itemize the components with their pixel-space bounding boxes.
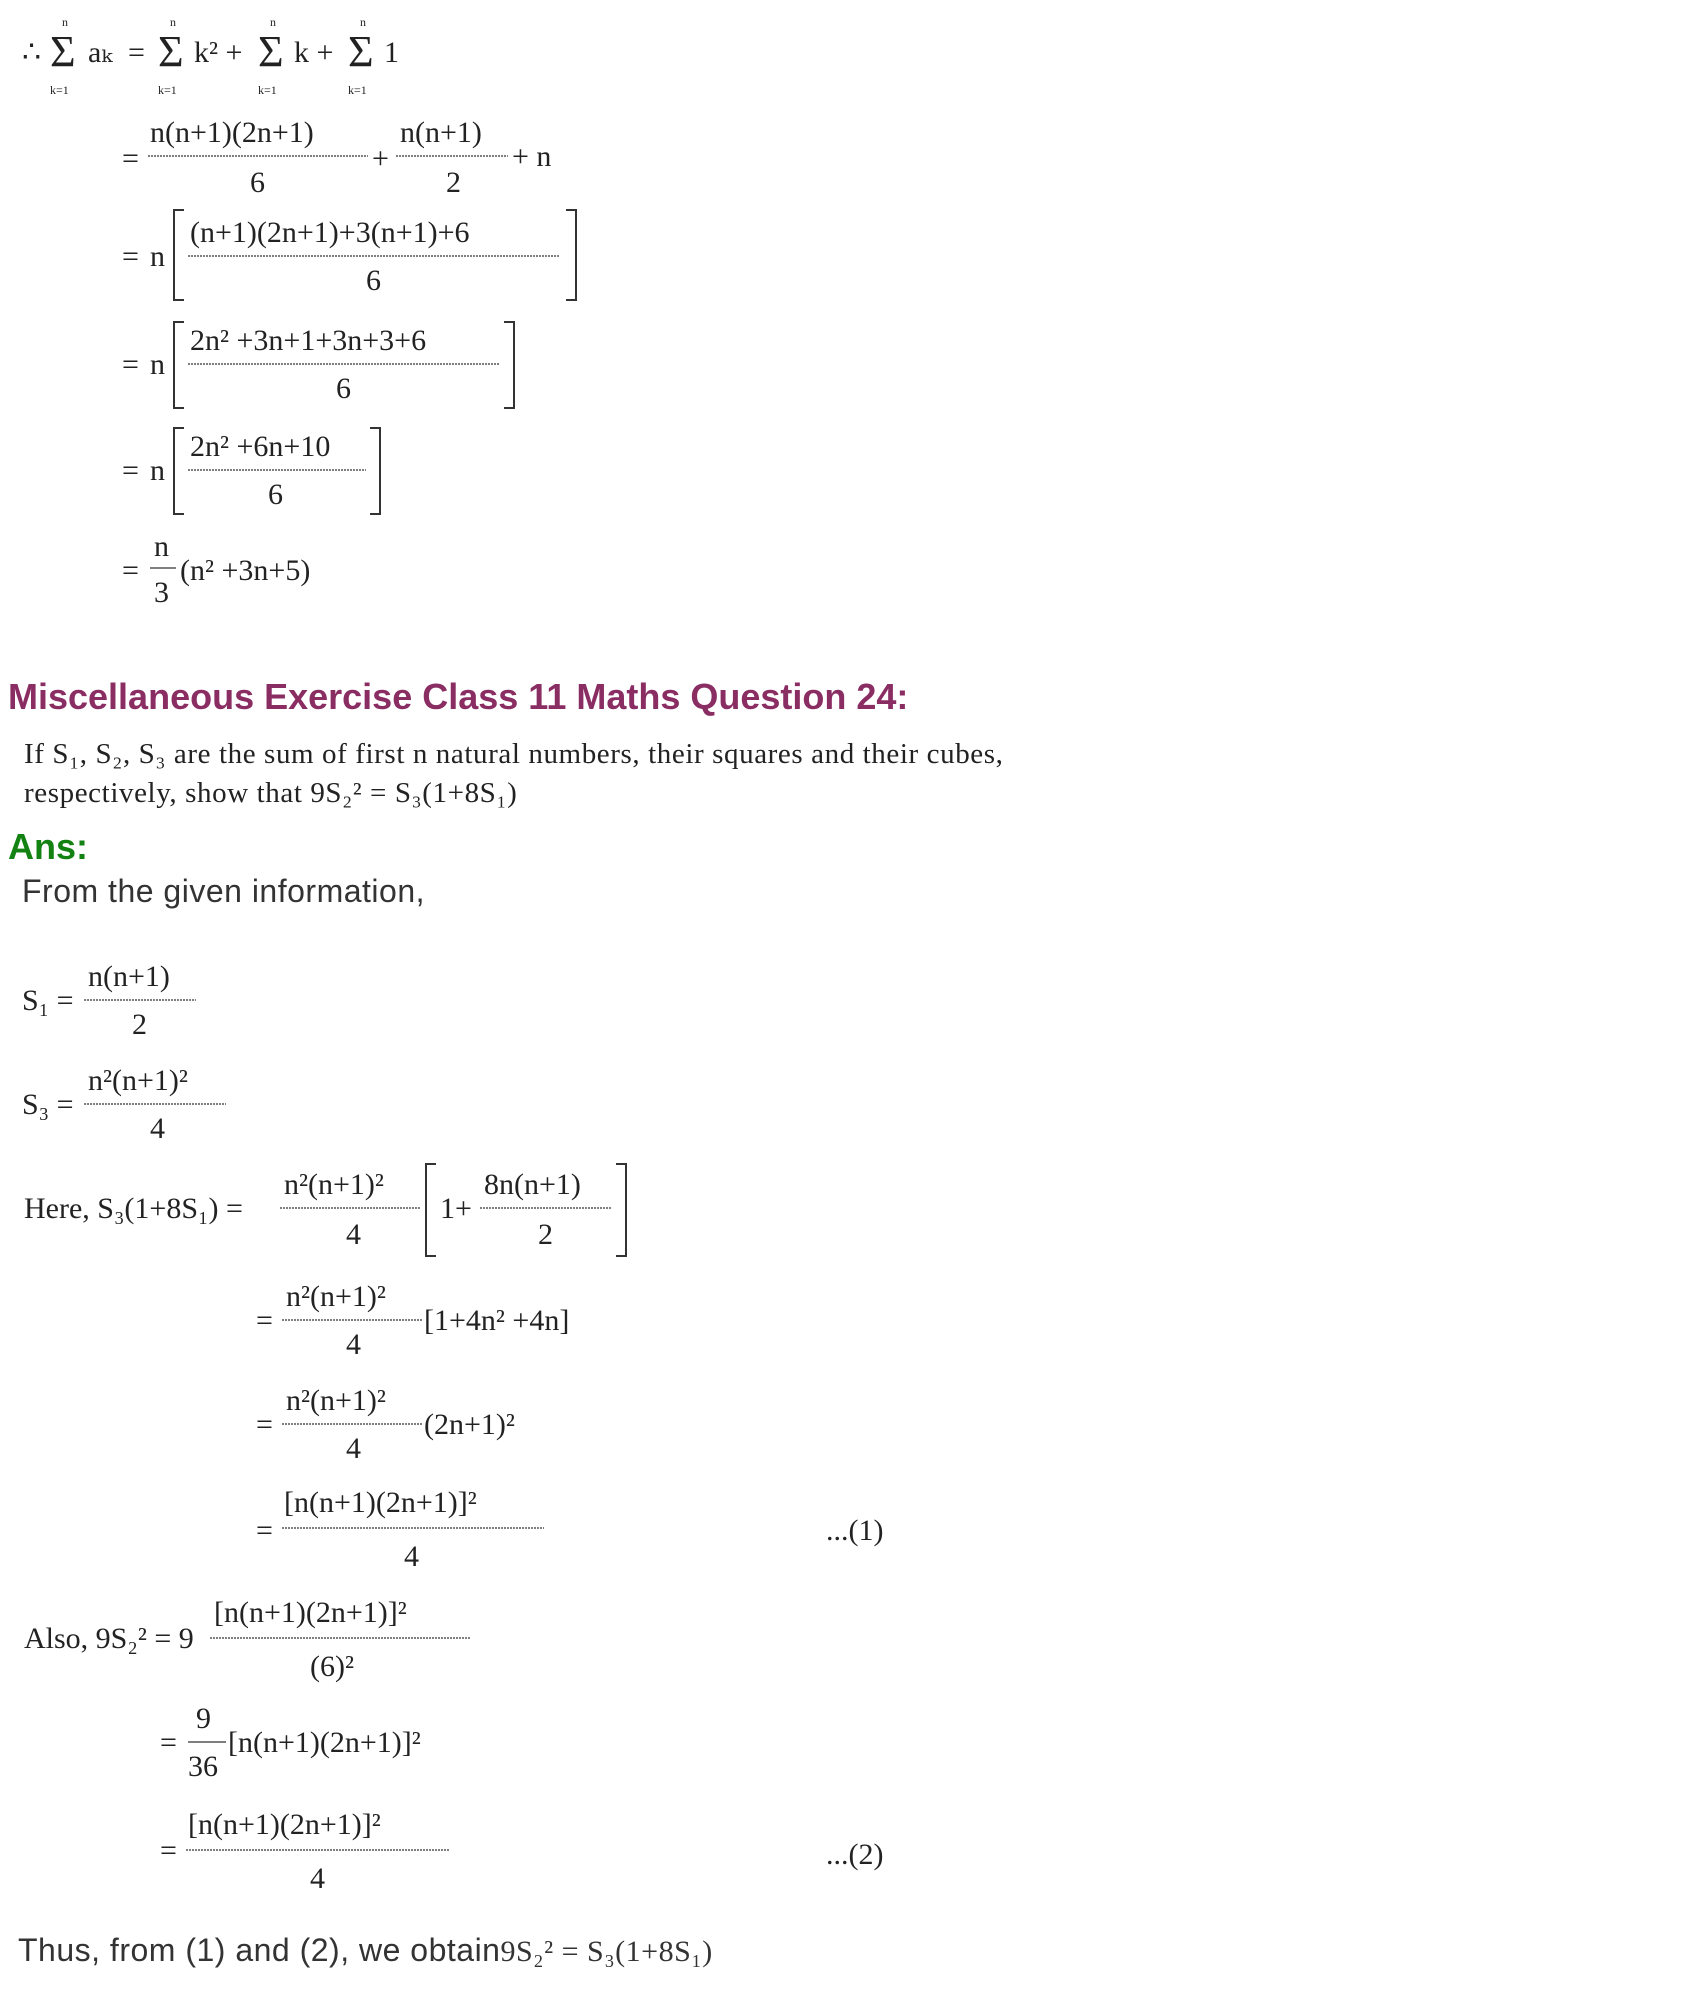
step3-num: n²(n+1)² bbox=[286, 1384, 386, 1417]
here-br-den: 2 bbox=[538, 1218, 553, 1251]
line4-num: 2n² +3n+1+3n+3+6 bbox=[190, 324, 427, 357]
eq-step3: = bbox=[256, 1408, 273, 1441]
sigma-1-top: n bbox=[62, 15, 68, 29]
s3-num: n²(n+1)² bbox=[88, 1064, 188, 1097]
line6-frac-den: 3 bbox=[154, 576, 169, 609]
k-term: k + bbox=[294, 36, 334, 69]
k-squared: k² + bbox=[194, 36, 243, 69]
one-term: 1 bbox=[384, 36, 399, 69]
here-den: 4 bbox=[346, 1218, 361, 1251]
sigma-2-bottom: k=1 bbox=[158, 83, 177, 97]
sigma-3-bottom: k=1 bbox=[258, 83, 277, 97]
sigma-2: Σ bbox=[158, 27, 184, 76]
also-lhs: Also, 9S₂² = 9 bbox=[24, 1622, 194, 1655]
also-den: (6)² bbox=[310, 1650, 354, 1683]
eq-step4: = bbox=[256, 1514, 273, 1547]
plus-2: + bbox=[372, 142, 389, 175]
also3-den: 4 bbox=[310, 1862, 325, 1895]
line2-tail: + n bbox=[512, 140, 552, 173]
line2-num-a: n(n+1)(2n+1) bbox=[150, 116, 314, 149]
s1-lhs: S₁ = bbox=[22, 984, 74, 1017]
a-k: aₖ bbox=[88, 36, 113, 69]
conclusion-text: Thus, from (1) and (2), we obtain bbox=[18, 1932, 501, 1968]
eq-6: = bbox=[122, 554, 139, 587]
eq-3: = bbox=[122, 240, 139, 273]
sigma-4-bottom: k=1 bbox=[348, 83, 367, 97]
answer-label: Ans: bbox=[8, 826, 88, 867]
question-text-line2: respectively, show that 9S₂² = S₃(1+8S₁) bbox=[24, 777, 518, 809]
s3-lhs: S₃ = bbox=[22, 1088, 74, 1121]
step4-den: 4 bbox=[404, 1540, 419, 1573]
here-br-a: 1+ bbox=[440, 1192, 472, 1225]
here-num: n²(n+1)² bbox=[284, 1168, 384, 1201]
line5-num: 2n² +6n+10 bbox=[190, 430, 331, 463]
also-num: [n(n+1)(2n+1)]² bbox=[214, 1596, 407, 1629]
s3-den: 4 bbox=[150, 1112, 165, 1145]
eq-4: = bbox=[122, 348, 139, 381]
line3-num: (n+1)(2n+1)+3(n+1)+6 bbox=[190, 216, 470, 249]
eq-1: = bbox=[128, 36, 145, 69]
line6-frac-num: n bbox=[154, 530, 169, 563]
line2-num-b: n(n+1) bbox=[400, 116, 482, 149]
step4-num: [n(n+1)(2n+1)]² bbox=[284, 1486, 477, 1519]
conclusion bbox=[18, 1932, 713, 1969]
s1-num: n(n+1) bbox=[88, 960, 170, 993]
sigma-2-top: n bbox=[170, 15, 176, 29]
n-3: n bbox=[150, 240, 165, 273]
step2-bracket: [1+4n² +4n] bbox=[424, 1304, 570, 1337]
sigma-4-top: n bbox=[360, 15, 366, 29]
sigma-1-bottom: k=1 bbox=[50, 83, 69, 97]
sigma-4: Σ bbox=[348, 27, 374, 76]
also2-den: 36 bbox=[188, 1750, 218, 1783]
here-lhs: Here, S₃(1+8S₁) = bbox=[24, 1192, 243, 1225]
eq-also3: = bbox=[160, 1834, 177, 1867]
tag-2: ...(2) bbox=[826, 1838, 884, 1871]
step2-den: 4 bbox=[346, 1328, 361, 1361]
tag-1: ...(1) bbox=[826, 1514, 884, 1547]
line5-den: 6 bbox=[268, 478, 283, 511]
eq-2: = bbox=[122, 142, 139, 175]
sigma-1: Σ bbox=[50, 27, 76, 76]
eq-also2: = bbox=[160, 1726, 177, 1759]
line4-den: 6 bbox=[336, 372, 351, 405]
eq-5: = bbox=[122, 454, 139, 487]
line2-den-a: 6 bbox=[250, 166, 265, 199]
line3-den: 6 bbox=[366, 264, 381, 297]
sigma-3-top: n bbox=[270, 15, 276, 29]
line6-rest: (n² +3n+5) bbox=[180, 554, 311, 587]
question-text-line1: If S₁, S₂, S₃ are the sum of first n natural numbers, their squares and their cubes, bbox=[24, 738, 1004, 770]
step3-den: 4 bbox=[346, 1432, 361, 1465]
also2-tail: [n(n+1)(2n+1)]² bbox=[228, 1726, 421, 1759]
eq-step2: = bbox=[256, 1304, 273, 1337]
therefore-symbol: ∴ bbox=[22, 36, 42, 69]
also3-num: [n(n+1)(2n+1)]² bbox=[188, 1808, 381, 1841]
also2-num: 9 bbox=[196, 1702, 211, 1735]
here-br-num: 8n(n+1) bbox=[484, 1168, 581, 1201]
n-5: n bbox=[150, 454, 165, 487]
s1-den: 2 bbox=[132, 1008, 147, 1041]
step3-tail: (2n+1)² bbox=[424, 1408, 515, 1441]
step2-num: n²(n+1)² bbox=[286, 1280, 386, 1313]
answer-intro: From the given information, bbox=[22, 873, 425, 909]
n-4: n bbox=[150, 348, 165, 381]
question-heading: Miscellaneous Exercise Class 11 Maths Question 24: bbox=[8, 676, 909, 717]
sigma-3: Σ bbox=[258, 27, 284, 76]
line2-den-b: 2 bbox=[446, 166, 461, 199]
conclusion-equation: 9S₂² = S₃(1+8S₁) bbox=[500, 1935, 713, 1968]
